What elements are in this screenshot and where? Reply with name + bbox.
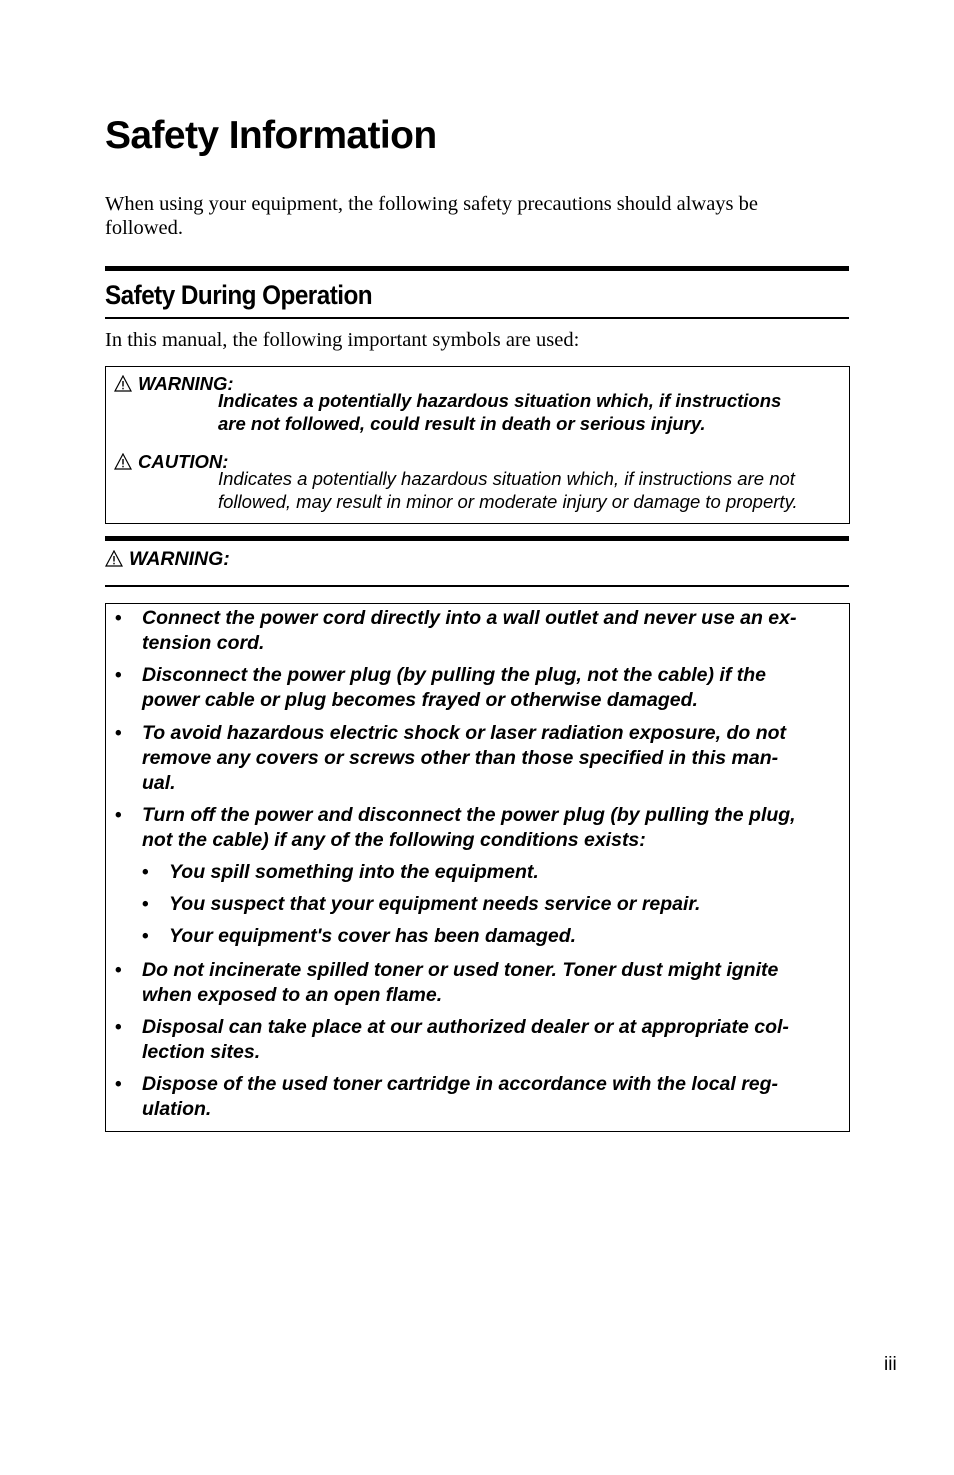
page-title: Safety Information <box>105 114 437 157</box>
symbols-intro: In this manual, the following important symbols are used: <box>105 329 580 351</box>
list-item-line: Turn off the power and disconnect the power plug (by pulling the plug, <box>142 804 796 826</box>
warning-section-label: WARNING: <box>129 548 230 570</box>
bullet: • <box>115 723 122 744</box>
list-item-line: remove any covers or screws other than those specified in this man- <box>142 747 779 769</box>
list-item-text <box>142 721 842 796</box>
section-title: Safety During Operation <box>105 280 373 310</box>
list-item-text <box>142 663 842 713</box>
list-item-text <box>142 803 842 853</box>
page-number: iii <box>884 1354 897 1375</box>
symbol-caution-line-2: followed, may result in minor or moderate injury or damage to property. <box>218 491 798 512</box>
sub-list-item-text: You suspect that your equipment needs service or repair. <box>169 893 701 915</box>
list-item-text <box>142 606 842 656</box>
list-item-line: Dispose of the used toner cartridge in accordance with the local reg- <box>142 1073 779 1095</box>
warning-section-heading <box>105 547 230 571</box>
symbol-warning-line-2: are not followed, could result in death or serious injury. <box>218 413 706 434</box>
bullet: • <box>142 894 149 915</box>
symbol-caution-heading <box>114 451 228 473</box>
symbol-warning-heading <box>114 373 234 395</box>
intro-paragraph <box>105 192 853 240</box>
bullet: • <box>115 960 122 981</box>
warning-top-rule <box>105 536 849 541</box>
list-item-line: Disposal can take place at our authorized dealer or at appropriate col- <box>142 1016 789 1038</box>
bullet: • <box>115 1074 122 1095</box>
bullet: • <box>115 608 122 629</box>
warning-bottom-rule <box>105 585 849 587</box>
list-item-line: Disconnect the power plug (by pulling the plug, not the cable) if the <box>142 664 766 686</box>
symbol-warning-line-1: Indicates a potentially hazardous situation which, if instructions <box>218 390 782 411</box>
symbol-warning-description <box>218 389 828 435</box>
list-item-line: power cable or plug becomes frayed or otherwise damaged. <box>142 689 698 711</box>
warning-list-box <box>105 603 850 1132</box>
bullet: • <box>142 862 149 883</box>
list-item-text <box>142 958 842 1008</box>
bullet: • <box>115 805 122 826</box>
list-item-line: when exposed to an open flame. <box>142 984 443 1006</box>
warning-triangle-icon <box>105 550 123 567</box>
bullet: • <box>115 665 122 686</box>
list-item-line: tension cord. <box>142 632 265 654</box>
sub-list-item-text: You spill something into the equipment. <box>169 861 539 883</box>
list-item-line: ulation. <box>142 1098 212 1120</box>
bullet: • <box>142 926 149 947</box>
symbol-warning-label: WARNING: <box>138 373 234 394</box>
list-item-line: Do not incinerate spilled toner or used toner. Toner dust might ignite <box>142 959 779 981</box>
symbols-legend-box <box>105 366 850 524</box>
intro-line-1: When using your equipment, the following safety precautions should always be <box>105 193 759 215</box>
section-top-rule <box>105 266 849 271</box>
bullet: • <box>115 1017 122 1038</box>
sub-list-item-text: Your equipment's cover has been damaged. <box>169 925 577 947</box>
list-item-line: lection sites. <box>142 1041 261 1063</box>
list-item-text <box>142 1015 842 1065</box>
caution-triangle-icon <box>114 453 132 470</box>
intro-line-2: followed. <box>105 217 183 239</box>
list-item-line: Connect the power cord directly into a wall outlet and never use an ex- <box>142 607 797 629</box>
warning-triangle-icon <box>114 375 132 392</box>
list-item-line: not the cable) if any of the following conditions exists: <box>142 829 646 851</box>
section-bottom-rule <box>105 317 849 319</box>
list-item-line: ual. <box>142 772 176 794</box>
symbol-caution-line-1: Indicates a potentially hazardous situation which, if instructions are not <box>218 468 795 489</box>
list-item-line: To avoid hazardous electric shock or laser radiation exposure, do not <box>142 722 787 744</box>
symbol-caution-description <box>218 467 828 513</box>
list-item-text <box>142 1072 842 1122</box>
symbol-caution-label: CAUTION: <box>138 451 229 472</box>
